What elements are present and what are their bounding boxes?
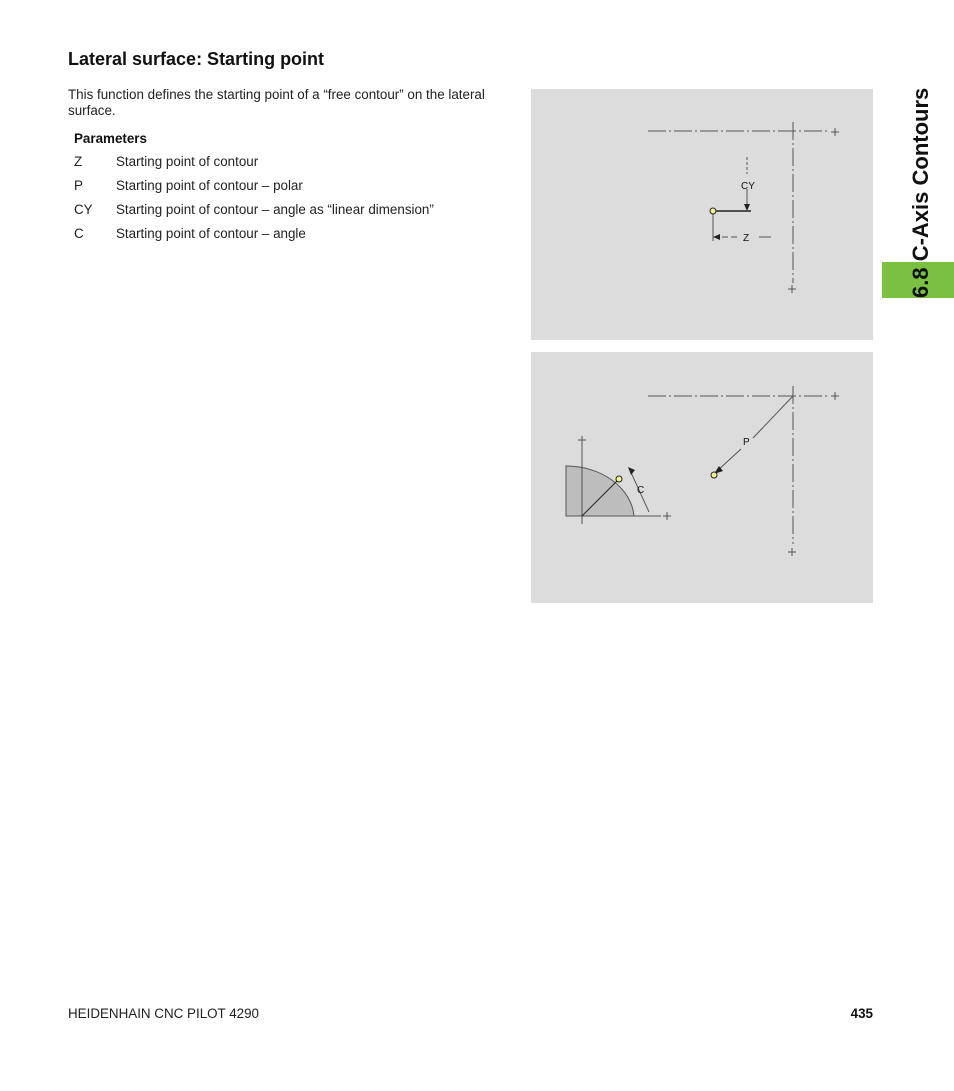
- parameter-code: CY: [74, 202, 93, 217]
- parameter-description: Starting point of contour: [116, 154, 259, 169]
- parameter-row: [74, 226, 434, 250]
- parameter-code: C: [74, 226, 84, 241]
- parameters-title: Parameters: [74, 131, 147, 146]
- quarter-circle-sector: [566, 466, 634, 516]
- label-c: C: [637, 485, 645, 496]
- parameter-description: Starting point of contour – angle as “linear dimension”: [116, 202, 434, 217]
- section-heading: Lateral surface: Starting point: [68, 49, 325, 69]
- parameter-code: Z: [74, 154, 83, 169]
- parameter-row: [74, 202, 434, 226]
- parameter-row: [74, 178, 434, 202]
- parameter-description: Starting point of contour – polar: [116, 178, 303, 193]
- parameter-row: [74, 154, 434, 178]
- cy-arrowhead: [744, 204, 750, 211]
- figure-starting-point-polar: [531, 352, 873, 603]
- figure-polar-drawing: [531, 352, 873, 603]
- z-arrowhead: [713, 234, 720, 240]
- figure-starting-point-linear: [531, 89, 873, 340]
- parameter-description: Starting point of contour – angle: [116, 226, 306, 241]
- parameters-list: [74, 154, 434, 250]
- figure-linear-drawing: [531, 89, 873, 340]
- parameter-code: P: [74, 178, 83, 193]
- intro-paragraph: This function defines the starting point of a “free contour” on the lateral surface.: [68, 87, 485, 118]
- starting-point-marker: [710, 208, 716, 214]
- starting-point-marker: [711, 472, 717, 478]
- start-point-on-arc: [616, 476, 622, 482]
- page-number: 435: [850, 1006, 873, 1021]
- chapter-title: 6.8 C-Axis Contours: [908, 87, 933, 298]
- label-cy: CY: [741, 181, 755, 192]
- c-arrowhead: [628, 467, 635, 475]
- label-p: P: [743, 437, 750, 448]
- footer-product-name: HEIDENHAIN CNC PILOT 4290: [68, 1006, 259, 1021]
- label-z: Z: [743, 233, 750, 244]
